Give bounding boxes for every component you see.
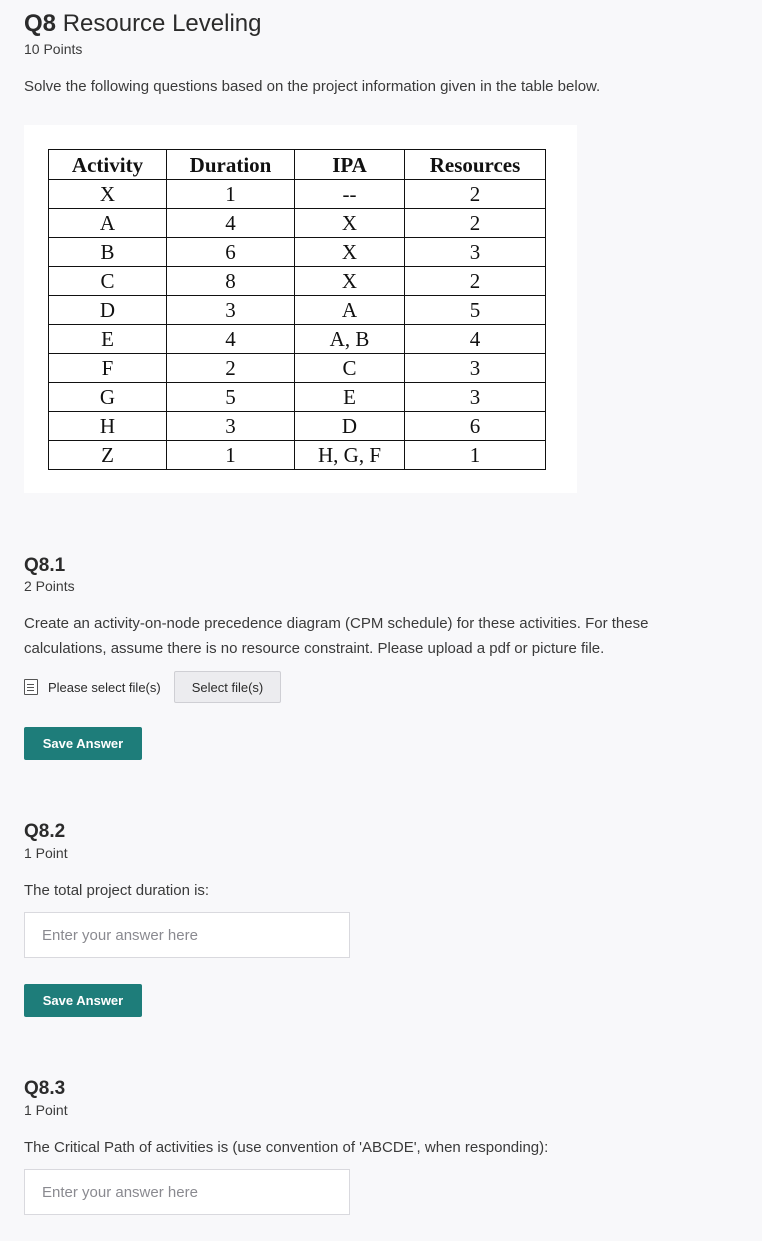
table-cell: 5 [167, 383, 295, 412]
q81-points: 2 Points [24, 578, 75, 594]
table-header-cell: Duration [167, 150, 295, 180]
table-cell: H [49, 412, 167, 441]
q83-answer-input[interactable] [24, 1169, 350, 1215]
table-cell: Z [49, 441, 167, 470]
table-row [49, 209, 546, 238]
table-cell: A [295, 296, 405, 325]
table-cell: X [295, 267, 405, 296]
q82-answer-input[interactable] [24, 912, 350, 958]
select-files-button[interactable]: Select file(s) [174, 671, 282, 703]
table-cell: 1 [405, 441, 546, 470]
table-cell: 2 [167, 354, 295, 383]
table-cell: E [295, 383, 405, 412]
table-header-row [49, 150, 546, 180]
table-row [49, 267, 546, 296]
question-points: 10 Points [24, 41, 83, 57]
table-cell: 4 [167, 325, 295, 354]
table-cell: 2 [405, 267, 546, 296]
question-title-text: Resource Leveling [62, 10, 262, 37]
q83-prompt: The Critical Path of activities is (use convention of 'ABCDE', when responding): [24, 1139, 549, 1156]
table-cell: 3 [405, 383, 546, 412]
table-cell: -- [295, 180, 405, 209]
q81-heading: Q8.1 [24, 555, 66, 576]
table-cell: 3 [167, 296, 295, 325]
table-cell: 6 [405, 412, 546, 441]
table-row [49, 412, 546, 441]
table-cell: H, G, F [295, 441, 405, 470]
file-upload-label: Please select file(s) [48, 679, 161, 695]
table-cell: C [49, 267, 167, 296]
q82-heading: Q8.2 [24, 821, 66, 842]
activity-table [48, 149, 546, 470]
table-cell: X [295, 238, 405, 267]
q82-prompt: The total project duration is: [24, 882, 210, 899]
table-row [49, 325, 546, 354]
q83-heading: Q8.3 [24, 1078, 66, 1099]
question-title [24, 10, 261, 38]
table-cell: X [295, 209, 405, 238]
table-cell: D [295, 412, 405, 441]
table-row [49, 238, 546, 267]
table-cell: B [49, 238, 167, 267]
table-header-cell: IPA [295, 150, 405, 180]
table-cell: 1 [167, 180, 295, 209]
table-cell: 8 [167, 267, 295, 296]
table-row [49, 354, 546, 383]
q82-points: 1 Point [24, 845, 68, 861]
file-upload-row [24, 671, 281, 703]
q82-save-button[interactable]: Save Answer [24, 984, 142, 1017]
table-cell: X [49, 180, 167, 209]
table-row [49, 296, 546, 325]
table-cell: 2 [405, 180, 546, 209]
q81-prompt: Create an activity-on-node precedence diagram (CPM schedule) for these activities. For these calculations, assume there is no resource constraint. Please upload a pdf or picture file. [24, 615, 649, 657]
table-row [49, 441, 546, 470]
question-number: Q8 [24, 10, 57, 37]
table-cell: 6 [167, 238, 295, 267]
table-cell: 5 [405, 296, 546, 325]
table-cell: 3 [167, 412, 295, 441]
table-cell: 3 [405, 354, 546, 383]
table-cell: A [49, 209, 167, 238]
table-row [49, 180, 546, 209]
file-icon [24, 679, 38, 695]
table-cell: A, B [295, 325, 405, 354]
table-cell: G [49, 383, 167, 412]
q83-points: 1 Point [24, 1102, 68, 1118]
question-intro: Solve the following questions based on the project information given in the table below. [24, 78, 601, 95]
table-header-cell: Resources [405, 150, 546, 180]
table-row [49, 383, 546, 412]
table-cell: 2 [405, 209, 546, 238]
q81-save-button[interactable]: Save Answer [24, 727, 142, 760]
table-cell: E [49, 325, 167, 354]
table-cell: 3 [405, 238, 546, 267]
activity-table-image [24, 125, 577, 493]
table-header-cell: Activity [49, 150, 167, 180]
table-cell: 1 [167, 441, 295, 470]
table-cell: 4 [167, 209, 295, 238]
table-cell: C [295, 354, 405, 383]
table-cell: 4 [405, 325, 546, 354]
table-cell: F [49, 354, 167, 383]
table-cell: D [49, 296, 167, 325]
